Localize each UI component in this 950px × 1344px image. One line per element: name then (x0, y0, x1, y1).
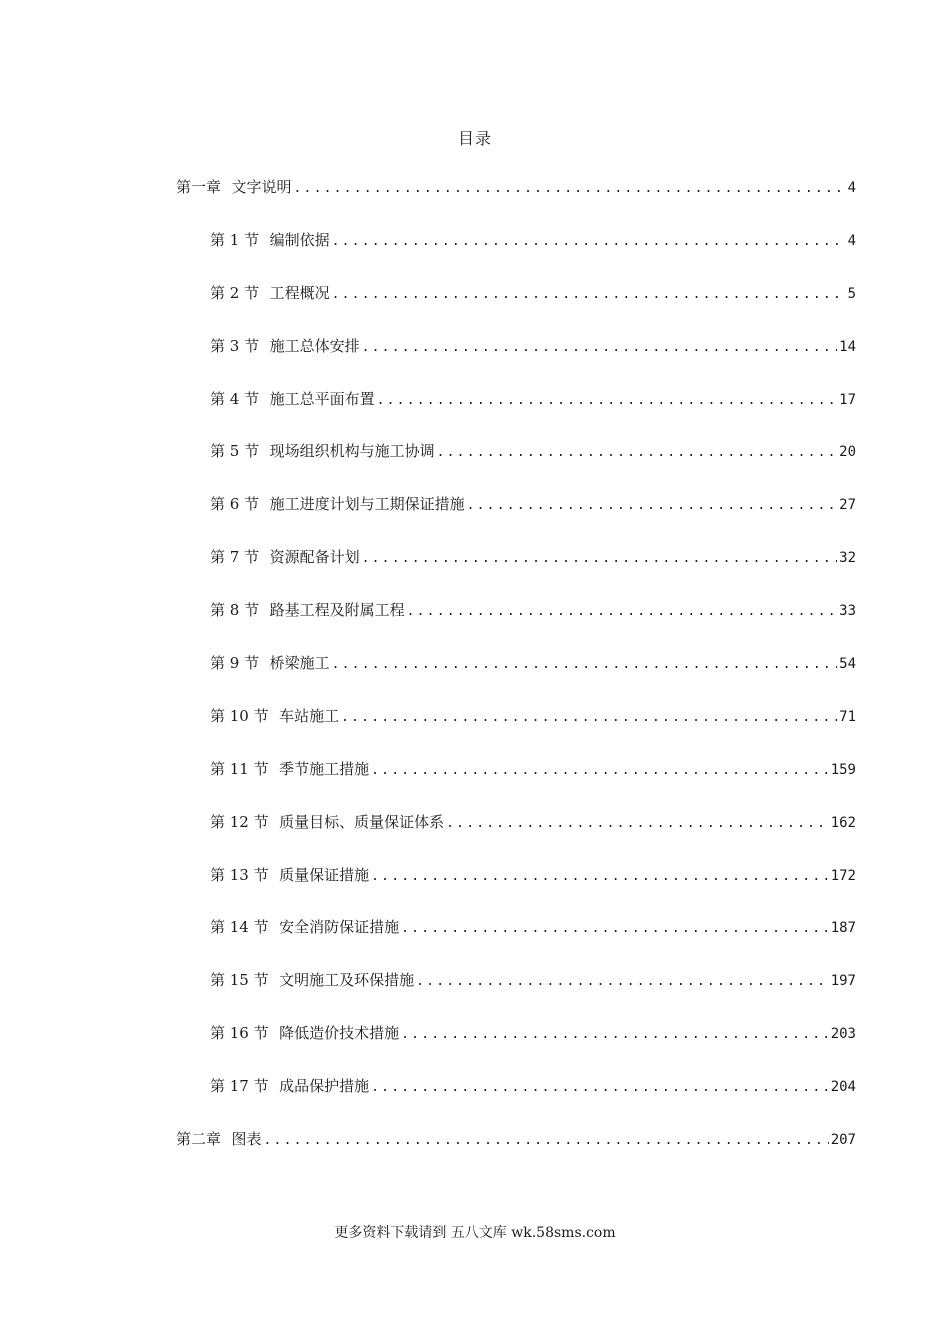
entry-number: 第二章 (176, 1130, 222, 1149)
entry-label: 施工总体安排 (269, 336, 360, 355)
dot-leader (371, 763, 829, 778)
entry-number: 第 12 节 (210, 812, 269, 831)
entry-page-number: 5 (847, 285, 856, 302)
entry-page-number: 204 (830, 1079, 856, 1096)
entry-label: 资源配备计划 (269, 548, 360, 567)
dot-leader (362, 551, 838, 566)
entry-page-number: 14 (839, 338, 856, 355)
toc-title: 目录 (457, 129, 492, 148)
entry-label: 施工进度计划与工期保证措施 (269, 495, 465, 514)
dot-leader (264, 1133, 829, 1148)
entry-page-number: 54 (839, 656, 856, 673)
entry-label: 工程概况 (269, 283, 330, 302)
entry-number: 第 14 节 (210, 918, 269, 937)
toc-entry[interactable] (176, 282, 856, 335)
toc-entry[interactable] (176, 1128, 856, 1181)
entry-label: 成品保护措施 (279, 1077, 370, 1096)
toc-entry[interactable] (176, 388, 856, 441)
entry-label: 路基工程及附属工程 (269, 601, 405, 620)
dot-leader (377, 393, 838, 408)
toc-entry[interactable] (176, 229, 856, 282)
dot-leader (371, 1080, 829, 1095)
entry-page-number: 33 (839, 603, 856, 620)
entry-label: 桥梁施工 (269, 654, 330, 673)
entry-number: 第一章 (176, 178, 222, 196)
dot-leader (416, 974, 829, 989)
dot-leader (371, 869, 829, 884)
toc-entry[interactable] (176, 335, 856, 388)
entry-number: 第 10 节 (210, 706, 269, 725)
dot-leader (362, 340, 838, 355)
entry-label: 现场组织机构与施工协调 (269, 442, 435, 461)
toc-list (176, 176, 856, 1181)
entry-page-number: 4 (847, 232, 856, 249)
toc-entry[interactable] (176, 811, 856, 864)
toc-entry[interactable] (176, 864, 856, 917)
entry-page-number: 172 (830, 867, 856, 884)
toc-entry[interactable] (176, 652, 856, 705)
entry-label: 编制依据 (269, 230, 330, 249)
toc-entry[interactable] (176, 176, 856, 229)
entry-label: 文明施工及环保措施 (279, 971, 415, 990)
dot-leader (446, 816, 829, 831)
toc-entry[interactable] (176, 1075, 856, 1128)
footer-link-text[interactable]: 更多资料下载请到 五八文库 wk.58sms.com (334, 1225, 616, 1241)
entry-number: 第 11 节 (210, 759, 269, 778)
entry-page-number: 4 (847, 180, 856, 196)
entry-label: 车站施工 (279, 706, 340, 725)
entry-label: 图表 (231, 1130, 262, 1149)
dot-leader (401, 921, 829, 936)
entry-number: 第 6 节 (210, 495, 260, 514)
entry-page-number: 162 (830, 814, 856, 831)
entry-number: 第 15 节 (210, 971, 269, 990)
dot-leader (332, 657, 838, 672)
entry-number: 第 3 节 (210, 336, 260, 355)
entry-number: 第 8 节 (210, 601, 260, 620)
entry-page-number: 197 (830, 973, 856, 990)
entry-page-number: 187 (830, 920, 856, 937)
entry-label: 季节施工措施 (279, 759, 370, 778)
dot-leader (407, 604, 838, 619)
dot-leader (341, 710, 837, 725)
entry-number: 第 16 节 (210, 1024, 269, 1043)
toc-entry[interactable] (176, 758, 856, 811)
toc-entry[interactable] (176, 599, 856, 652)
entry-page-number: 27 (839, 497, 856, 514)
dot-leader (437, 445, 838, 460)
dot-leader (332, 234, 846, 249)
entry-number: 第 7 节 (210, 548, 260, 567)
entry-label: 安全消防保证措施 (279, 918, 400, 937)
dot-leader (401, 1027, 829, 1042)
entry-number: 第 4 节 (210, 389, 260, 408)
toc-entry[interactable] (176, 969, 856, 1022)
entry-label: 质量保证措施 (279, 865, 370, 884)
toc-entry[interactable] (176, 493, 856, 546)
entry-number: 第 5 节 (210, 442, 260, 461)
dot-leader (467, 498, 838, 513)
entry-number: 第 9 节 (210, 654, 260, 673)
entry-label: 降低造价技术措施 (279, 1024, 400, 1043)
entry-label: 质量目标、质量保证体系 (279, 812, 445, 831)
entry-page-number: 207 (830, 1132, 856, 1149)
entry-page-number: 17 (839, 391, 856, 408)
toc-entry[interactable] (176, 916, 856, 969)
entry-page-number: 159 (830, 761, 856, 778)
toc-entry[interactable] (176, 546, 856, 599)
entry-label: 文字说明 (231, 178, 292, 196)
entry-number: 第 2 节 (210, 283, 260, 302)
entry-number: 第 13 节 (210, 865, 269, 884)
entry-label: 施工总平面布置 (269, 389, 375, 408)
entry-page-number: 203 (830, 1026, 856, 1043)
dot-leader (294, 181, 846, 196)
entry-page-number: 71 (839, 708, 856, 725)
dot-leader (332, 287, 846, 302)
entry-page-number: 32 (839, 550, 856, 567)
entry-number: 第 17 节 (210, 1077, 269, 1096)
entry-number: 第 1 节 (210, 230, 260, 249)
toc-entry[interactable] (176, 705, 856, 758)
toc-entry[interactable] (176, 440, 856, 493)
toc-entry[interactable] (176, 1022, 856, 1075)
entry-page-number: 20 (839, 444, 856, 461)
